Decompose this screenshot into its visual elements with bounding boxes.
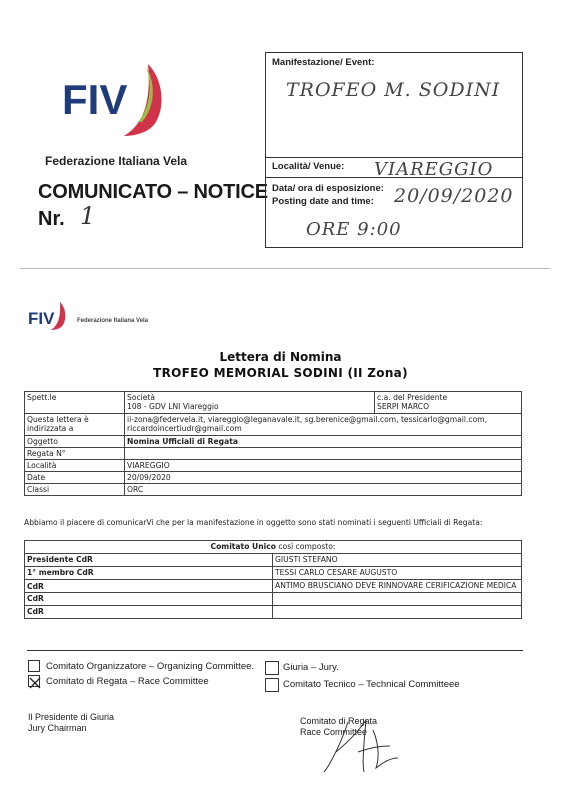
table-row <box>25 448 522 460</box>
addressed-value: ii-zona@federvela.it, viareggio@leganavale.it, sg.berenice@gmail.com, tessicarlo@gmail.com, riccardoincertiudr@gmail.com <box>125 414 522 436</box>
technical-committee-label: Comitato Tecnico – Technical Committeee <box>283 679 460 690</box>
checkmark-icon <box>29 677 41 689</box>
fiv-small-logo <box>28 300 72 332</box>
date-value: 20/09/2020 <box>125 472 522 484</box>
table-row <box>25 541 522 554</box>
classi-label: Classi <box>25 484 125 496</box>
official-role: CdR <box>25 606 273 619</box>
table-row <box>25 436 522 448</box>
presidente-value: SERPI MARCO <box>377 402 430 411</box>
official-role: Presidente CdR <box>25 554 273 567</box>
posting-time-value: ORE 9:00 <box>306 219 402 240</box>
table-row <box>25 593 522 606</box>
official-name <box>273 606 522 619</box>
notice-number-value: 1 <box>80 202 96 230</box>
table-row <box>25 567 522 580</box>
race-committee-sig-it: Comitato di Regata <box>300 716 378 726</box>
date-label: Date <box>25 472 125 484</box>
table-row <box>25 484 522 496</box>
section-divider <box>20 268 550 269</box>
official-role: CdR <box>25 580 273 593</box>
table-row <box>25 460 522 472</box>
table-row <box>25 606 522 619</box>
letter-title: Lettera di Nomina <box>219 350 342 364</box>
official-name: GIUSTI STEFANO <box>273 554 522 567</box>
societa-label: Società <box>127 393 156 402</box>
localita-label: Località <box>25 460 125 472</box>
presidente-label: c.a. del Presidente <box>377 393 448 402</box>
fiv-logo-text: FIV <box>62 76 128 123</box>
venue-label: Località/ Venue: <box>272 161 345 172</box>
event-info-box <box>265 52 523 248</box>
handwritten-signature <box>318 712 408 787</box>
race-committee-label: Comitato di Regata – Race Committee <box>46 676 209 687</box>
addressed-label: Questa lettera è indirizzata a <box>25 414 125 436</box>
officials-table <box>24 540 522 619</box>
official-name: ANTIMO BRUSCIANO DEVE RINNOVARE CERIFICAZIONE MEDICA <box>273 580 522 593</box>
table-row <box>25 414 522 436</box>
fiv-logo <box>58 56 188 142</box>
notice-number-label: Nr. <box>38 208 65 230</box>
jury-checkbox[interactable] <box>265 661 279 675</box>
technical-committee-checkbox[interactable] <box>265 678 279 692</box>
federation-name: Federazione Italiana Vela <box>45 154 188 168</box>
venue-value: VIAREGGIO <box>374 159 494 180</box>
organizing-committee-label: Comitato Organizzatore – Organizing Committee. <box>46 661 255 672</box>
regata-value <box>125 448 522 460</box>
official-name: TESSI CARLO CESARE AUGUSTO <box>273 567 522 580</box>
oggetto-value: Nomina Ufficiali di Regata <box>125 436 522 448</box>
race-committee-sig-en: Race Committee <box>300 727 368 737</box>
committee-heading-rest: così composto: <box>275 542 336 551</box>
table-row <box>25 392 522 414</box>
event-label: Manifestazione/ Event: <box>272 57 375 68</box>
posting-date-label-it: Data/ ora di esposizione: <box>272 183 384 194</box>
letter-info-table <box>24 391 522 496</box>
localita-value: VIAREGGIO <box>125 460 522 472</box>
official-role: CdR <box>25 593 273 606</box>
oggetto-label: Oggetto <box>25 436 125 448</box>
intro-text: Abbiamo il piacere di comunicarVi che per la manifestazione in oggetto sono stati nominati i seguenti Ufficiali di Regata: <box>24 518 483 527</box>
official-name <box>273 593 522 606</box>
societa-value: 108 - GDV LNI Viareggio <box>127 402 219 411</box>
event-value: TROFEO M. SODINI <box>286 79 501 101</box>
jury-chairman-it: Il Presidente di Giuria <box>28 712 115 722</box>
race-committee-checkbox[interactable] <box>28 675 40 687</box>
committee-heading-bold: Comitato Unico <box>210 542 276 551</box>
notice-title: COMUNICATO – NOTICE <box>38 181 268 203</box>
classi-value: ORC <box>125 484 522 496</box>
posting-date-value: 20/09/2020 <box>394 185 514 207</box>
jury-chairman-en: Jury Chairman <box>28 723 87 733</box>
official-role: 1° membro CdR <box>25 567 273 580</box>
footer-divider <box>27 650 523 651</box>
regata-label: Regata N° <box>25 448 125 460</box>
fiv-small-logo-text: FIV <box>28 309 55 328</box>
jury-chairman-block <box>28 712 114 734</box>
presidente-cell <box>375 392 522 414</box>
table-row <box>25 472 522 484</box>
table-row <box>25 554 522 567</box>
organizing-committee-checkbox[interactable] <box>28 660 40 672</box>
spett-label: Spett.le <box>25 392 125 414</box>
committee-heading <box>25 541 522 554</box>
posting-date-label-en: Posting date and time: <box>272 196 374 207</box>
jury-label: Giuria – Jury. <box>283 662 339 673</box>
small-federation-name: Federazione Italiana Vela <box>77 318 149 324</box>
societa-cell <box>125 392 375 414</box>
table-row <box>25 580 522 593</box>
letter-subtitle: TROFEO MEMORIAL SODINI (II Zona) <box>153 366 408 380</box>
